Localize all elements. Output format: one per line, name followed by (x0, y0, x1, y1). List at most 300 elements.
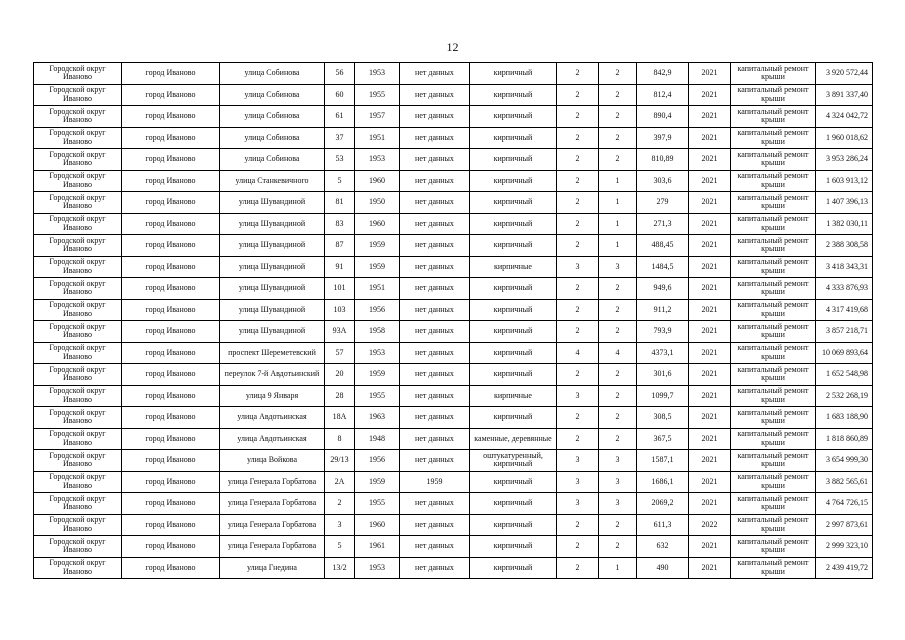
table-row (34, 493, 873, 515)
commission-year-cell: нет данных (400, 213, 470, 235)
cost-cell: 3 882 565,61 (816, 471, 873, 493)
plan-year-cell: 2021 (689, 127, 731, 149)
settlement-cell: город Иваново (122, 149, 220, 171)
build-year-cell: 1953 (355, 342, 400, 364)
wall-material-cell: кирпичный (470, 192, 557, 214)
work-type-cell: капитальный ремонт крыши (731, 213, 816, 235)
house-number-cell: 53 (325, 149, 355, 171)
work-type-cell: капитальный ремонт крыши (731, 342, 816, 364)
work-type-cell: капитальный ремонт крыши (731, 127, 816, 149)
build-year-cell: 1961 (355, 536, 400, 558)
wall-material-cell: кирпичные (470, 256, 557, 278)
municipality-cell: Городской округ Иваново (34, 63, 122, 85)
settlement-cell: город Иваново (122, 63, 220, 85)
entrances-cell: 3 (599, 450, 637, 472)
street-cell: улица Войкова (220, 450, 325, 472)
plan-year-cell: 2021 (689, 149, 731, 171)
area-cell: 812,4 (637, 84, 689, 106)
wall-material-cell: кирпичный (470, 84, 557, 106)
commission-year-cell: нет данных (400, 192, 470, 214)
entrances-cell: 3 (599, 493, 637, 515)
house-number-cell: 91 (325, 256, 355, 278)
floors-cell: 2 (557, 514, 599, 536)
settlement-cell: город Иваново (122, 536, 220, 558)
table-row (34, 557, 873, 579)
table-row (34, 278, 873, 300)
plan-year-cell: 2021 (689, 170, 731, 192)
plan-year-cell: 2021 (689, 106, 731, 128)
floors-cell: 2 (557, 84, 599, 106)
entrances-cell: 2 (599, 536, 637, 558)
house-number-cell: 5 (325, 536, 355, 558)
street-cell: улица Генерала Горбатова (220, 514, 325, 536)
plan-year-cell: 2021 (689, 471, 731, 493)
work-type-cell: капитальный ремонт крыши (731, 192, 816, 214)
commission-year-cell: нет данных (400, 235, 470, 257)
municipality-cell: Городской округ Иваново (34, 471, 122, 493)
commission-year-cell: нет данных (400, 428, 470, 450)
street-cell: улица Шувандиной (220, 192, 325, 214)
commission-year-cell: нет данных (400, 342, 470, 364)
build-year-cell: 1950 (355, 192, 400, 214)
table-row (34, 342, 873, 364)
floors-cell: 2 (557, 557, 599, 579)
house-number-cell: 93А (325, 321, 355, 343)
area-cell: 367,5 (637, 428, 689, 450)
municipality-cell: Городской округ Иваново (34, 536, 122, 558)
build-year-cell: 1960 (355, 213, 400, 235)
municipality-cell: Городской округ Иваново (34, 514, 122, 536)
floors-cell: 2 (557, 407, 599, 429)
commission-year-cell: 1959 (400, 471, 470, 493)
commission-year-cell: нет данных (400, 536, 470, 558)
house-number-cell: 5 (325, 170, 355, 192)
plan-year-cell: 2021 (689, 299, 731, 321)
house-number-cell: 60 (325, 84, 355, 106)
build-year-cell: 1953 (355, 557, 400, 579)
build-year-cell: 1960 (355, 514, 400, 536)
cost-cell: 2 388 308,58 (816, 235, 873, 257)
house-number-cell: 83 (325, 213, 355, 235)
street-cell: улица Собинова (220, 63, 325, 85)
cost-cell: 10 069 893,64 (816, 342, 873, 364)
street-cell: улица Авдотьинская (220, 407, 325, 429)
table-row (34, 256, 873, 278)
house-number-cell: 2А (325, 471, 355, 493)
table-row (34, 471, 873, 493)
floors-cell: 3 (557, 471, 599, 493)
house-number-cell: 57 (325, 342, 355, 364)
plan-year-cell: 2022 (689, 514, 731, 536)
area-cell: 890,4 (637, 106, 689, 128)
build-year-cell: 1959 (355, 471, 400, 493)
street-cell: улица Шувандиной (220, 321, 325, 343)
work-type-cell: капитальный ремонт крыши (731, 536, 816, 558)
area-cell: 793,9 (637, 321, 689, 343)
area-cell: 490 (637, 557, 689, 579)
street-cell: переулок 7-й Авдотьинский (220, 364, 325, 386)
table-row (34, 235, 873, 257)
street-cell: улица Шувандиной (220, 299, 325, 321)
area-cell: 911,2 (637, 299, 689, 321)
entrances-cell: 3 (599, 471, 637, 493)
street-cell: улица Авдотьинская (220, 428, 325, 450)
area-cell: 2069,2 (637, 493, 689, 515)
house-number-cell: 56 (325, 63, 355, 85)
build-year-cell: 1953 (355, 149, 400, 171)
plan-year-cell: 2021 (689, 321, 731, 343)
wall-material-cell: кирпичный (470, 321, 557, 343)
house-number-cell: 28 (325, 385, 355, 407)
build-year-cell: 1955 (355, 493, 400, 515)
entrances-cell: 2 (599, 321, 637, 343)
table-row (34, 192, 873, 214)
street-cell: улица Шувандиной (220, 256, 325, 278)
wall-material-cell: кирпичный (470, 63, 557, 85)
settlement-cell: город Иваново (122, 192, 220, 214)
floors-cell: 2 (557, 428, 599, 450)
cost-cell: 4 764 726,15 (816, 493, 873, 515)
street-cell: улица Шувандиной (220, 213, 325, 235)
work-type-cell: капитальный ремонт крыши (731, 471, 816, 493)
commission-year-cell: нет данных (400, 106, 470, 128)
settlement-cell: город Иваново (122, 450, 220, 472)
area-cell: 397,9 (637, 127, 689, 149)
area-cell: 1587,1 (637, 450, 689, 472)
floors-cell: 2 (557, 170, 599, 192)
floors-cell: 2 (557, 299, 599, 321)
work-type-cell: капитальный ремонт крыши (731, 364, 816, 386)
table-row (34, 170, 873, 192)
floors-cell: 2 (557, 235, 599, 257)
settlement-cell: город Иваново (122, 342, 220, 364)
commission-year-cell: нет данных (400, 149, 470, 171)
municipality-cell: Городской округ Иваново (34, 192, 122, 214)
table-row (34, 213, 873, 235)
street-cell: улица Генерала Горбатова (220, 493, 325, 515)
plan-year-cell: 2021 (689, 278, 731, 300)
wall-material-cell: кирпичный (470, 299, 557, 321)
table-row (34, 514, 873, 536)
floors-cell: 3 (557, 493, 599, 515)
entrances-cell: 2 (599, 514, 637, 536)
house-number-cell: 37 (325, 127, 355, 149)
area-cell: 488,45 (637, 235, 689, 257)
table-row (34, 428, 873, 450)
work-type-cell: капитальный ремонт крыши (731, 557, 816, 579)
settlement-cell: город Иваново (122, 278, 220, 300)
plan-year-cell: 2021 (689, 192, 731, 214)
plan-year-cell: 2021 (689, 407, 731, 429)
cost-cell: 3 418 343,31 (816, 256, 873, 278)
entrances-cell: 1 (599, 213, 637, 235)
work-type-cell: капитальный ремонт крыши (731, 84, 816, 106)
area-cell: 271,3 (637, 213, 689, 235)
street-cell: улица 9 Января (220, 385, 325, 407)
municipality-cell: Городской округ Иваново (34, 364, 122, 386)
house-number-cell: 29/13 (325, 450, 355, 472)
entrances-cell: 2 (599, 84, 637, 106)
street-cell: улица Гнедина (220, 557, 325, 579)
entrances-cell: 2 (599, 407, 637, 429)
work-type-cell: капитальный ремонт крыши (731, 278, 816, 300)
wall-material-cell: каменные, деревянные (470, 428, 557, 450)
page-number: 12 (446, 40, 459, 54)
cost-cell: 4 317 419,68 (816, 299, 873, 321)
plan-year-cell: 2021 (689, 385, 731, 407)
street-cell: улица Собинова (220, 84, 325, 106)
house-number-cell: 87 (325, 235, 355, 257)
settlement-cell: город Иваново (122, 106, 220, 128)
entrances-cell: 3 (599, 256, 637, 278)
street-cell: улица Генерала Горбатова (220, 471, 325, 493)
cost-cell: 4 324 042,72 (816, 106, 873, 128)
wall-material-cell: кирпичный (470, 493, 557, 515)
settlement-cell: город Иваново (122, 213, 220, 235)
cost-cell: 3 920 572,44 (816, 63, 873, 85)
work-type-cell: капитальный ремонт крыши (731, 407, 816, 429)
municipality-cell: Городской округ Иваново (34, 407, 122, 429)
floors-cell: 2 (557, 213, 599, 235)
work-type-cell: капитальный ремонт крыши (731, 321, 816, 343)
cost-cell: 1 382 030,11 (816, 213, 873, 235)
work-type-cell: капитальный ремонт крыши (731, 514, 816, 536)
work-type-cell: капитальный ремонт крыши (731, 256, 816, 278)
street-cell: улица Собинова (220, 127, 325, 149)
table-row (34, 385, 873, 407)
house-number-cell: 8 (325, 428, 355, 450)
build-year-cell: 1951 (355, 278, 400, 300)
commission-year-cell: нет данных (400, 170, 470, 192)
commission-year-cell: нет данных (400, 63, 470, 85)
plan-year-cell: 2021 (689, 235, 731, 257)
build-year-cell: 1957 (355, 106, 400, 128)
table-row (34, 450, 873, 472)
area-cell: 632 (637, 536, 689, 558)
table-row (34, 63, 873, 85)
cost-cell: 1 960 018,62 (816, 127, 873, 149)
work-type-cell: капитальный ремонт крыши (731, 149, 816, 171)
settlement-cell: город Иваново (122, 299, 220, 321)
municipality-cell: Городской округ Иваново (34, 278, 122, 300)
commission-year-cell: нет данных (400, 256, 470, 278)
settlement-cell: город Иваново (122, 471, 220, 493)
commission-year-cell: нет данных (400, 514, 470, 536)
commission-year-cell: нет данных (400, 450, 470, 472)
street-cell: улица Шувандиной (220, 235, 325, 257)
work-type-cell: капитальный ремонт крыши (731, 299, 816, 321)
settlement-cell: город Иваново (122, 321, 220, 343)
housing-registry-table (33, 62, 873, 579)
area-cell: 301,6 (637, 364, 689, 386)
floors-cell: 2 (557, 106, 599, 128)
cost-cell: 3 953 286,24 (816, 149, 873, 171)
cost-cell: 3 654 999,30 (816, 450, 873, 472)
area-cell: 1099,7 (637, 385, 689, 407)
cost-cell: 1 818 860,89 (816, 428, 873, 450)
build-year-cell: 1948 (355, 428, 400, 450)
wall-material-cell: кирпичный (470, 407, 557, 429)
cost-cell: 2 439 419,72 (816, 557, 873, 579)
settlement-cell: город Иваново (122, 127, 220, 149)
cost-cell: 2 532 268,19 (816, 385, 873, 407)
commission-year-cell: нет данных (400, 84, 470, 106)
cost-cell: 2 999 323,10 (816, 536, 873, 558)
wall-material-cell: кирпичный (470, 364, 557, 386)
area-cell: 4373,1 (637, 342, 689, 364)
entrances-cell: 2 (599, 385, 637, 407)
work-type-cell: капитальный ремонт крыши (731, 235, 816, 257)
municipality-cell: Городской округ Иваново (34, 235, 122, 257)
area-cell: 810,89 (637, 149, 689, 171)
entrances-cell: 2 (599, 278, 637, 300)
area-cell: 1484,5 (637, 256, 689, 278)
cost-cell: 1 603 913,12 (816, 170, 873, 192)
area-cell: 279 (637, 192, 689, 214)
commission-year-cell: нет данных (400, 407, 470, 429)
wall-material-cell: кирпичный (470, 557, 557, 579)
municipality-cell: Городской округ Иваново (34, 450, 122, 472)
municipality-cell: Городской округ Иваново (34, 170, 122, 192)
plan-year-cell: 2021 (689, 256, 731, 278)
cost-cell: 3 857 218,71 (816, 321, 873, 343)
entrances-cell: 2 (599, 127, 637, 149)
work-type-cell: капитальный ремонт крыши (731, 63, 816, 85)
commission-year-cell: нет данных (400, 321, 470, 343)
build-year-cell: 1959 (355, 364, 400, 386)
area-cell: 842,9 (637, 63, 689, 85)
municipality-cell: Городской округ Иваново (34, 299, 122, 321)
wall-material-cell: кирпичный (470, 536, 557, 558)
house-number-cell: 61 (325, 106, 355, 128)
cost-cell: 1 683 188,90 (816, 407, 873, 429)
entrances-cell: 4 (599, 342, 637, 364)
entrances-cell: 2 (599, 106, 637, 128)
municipality-cell: Городской округ Иваново (34, 321, 122, 343)
municipality-cell: Городской округ Иваново (34, 127, 122, 149)
wall-material-cell: кирпичный (470, 235, 557, 257)
settlement-cell: город Иваново (122, 493, 220, 515)
area-cell: 308,5 (637, 407, 689, 429)
municipality-cell: Городской округ Иваново (34, 256, 122, 278)
build-year-cell: 1953 (355, 63, 400, 85)
build-year-cell: 1956 (355, 299, 400, 321)
street-cell: улица Шувандиной (220, 278, 325, 300)
settlement-cell: город Иваново (122, 557, 220, 579)
commission-year-cell: нет данных (400, 127, 470, 149)
build-year-cell: 1963 (355, 407, 400, 429)
floors-cell: 2 (557, 149, 599, 171)
municipality-cell: Городской округ Иваново (34, 428, 122, 450)
commission-year-cell: нет данных (400, 385, 470, 407)
wall-material-cell: кирпичный (470, 471, 557, 493)
municipality-cell: Городской округ Иваново (34, 84, 122, 106)
area-cell: 949,6 (637, 278, 689, 300)
entrances-cell: 2 (599, 63, 637, 85)
cost-cell: 4 333 876,93 (816, 278, 873, 300)
wall-material-cell: кирпичный (470, 170, 557, 192)
house-number-cell: 2 (325, 493, 355, 515)
entrances-cell: 1 (599, 170, 637, 192)
build-year-cell: 1955 (355, 385, 400, 407)
municipality-cell: Городской округ Иваново (34, 149, 122, 171)
wall-material-cell: кирпичный (470, 278, 557, 300)
wall-material-cell: оштукатуренный, кирпичный (470, 450, 557, 472)
house-number-cell: 81 (325, 192, 355, 214)
area-cell: 1686,1 (637, 471, 689, 493)
commission-year-cell: нет данных (400, 493, 470, 515)
cost-cell: 2 997 873,61 (816, 514, 873, 536)
municipality-cell: Городской округ Иваново (34, 106, 122, 128)
commission-year-cell: нет данных (400, 278, 470, 300)
settlement-cell: город Иваново (122, 235, 220, 257)
work-type-cell: капитальный ремонт крыши (731, 170, 816, 192)
floors-cell: 3 (557, 385, 599, 407)
house-number-cell: 101 (325, 278, 355, 300)
house-number-cell: 3 (325, 514, 355, 536)
wall-material-cell: кирпичный (470, 342, 557, 364)
street-cell: улица Станкевичного (220, 170, 325, 192)
floors-cell: 3 (557, 256, 599, 278)
area-cell: 611,3 (637, 514, 689, 536)
entrances-cell: 1 (599, 235, 637, 257)
plan-year-cell: 2021 (689, 63, 731, 85)
table-row (34, 364, 873, 386)
floors-cell: 2 (557, 63, 599, 85)
plan-year-cell: 2021 (689, 342, 731, 364)
settlement-cell: город Иваново (122, 170, 220, 192)
work-type-cell: капитальный ремонт крыши (731, 106, 816, 128)
street-cell: улица Собинова (220, 106, 325, 128)
municipality-cell: Городской округ Иваново (34, 493, 122, 515)
work-type-cell: капитальный ремонт крыши (731, 385, 816, 407)
build-year-cell: 1960 (355, 170, 400, 192)
street-cell: улица Собинова (220, 149, 325, 171)
work-type-cell: капитальный ремонт крыши (731, 450, 816, 472)
floors-cell: 4 (557, 342, 599, 364)
floors-cell: 3 (557, 450, 599, 472)
build-year-cell: 1959 (355, 256, 400, 278)
table-row (34, 536, 873, 558)
plan-year-cell: 2021 (689, 557, 731, 579)
floors-cell: 2 (557, 192, 599, 214)
settlement-cell: город Иваново (122, 364, 220, 386)
work-type-cell: капитальный ремонт крыши (731, 428, 816, 450)
house-number-cell: 18А (325, 407, 355, 429)
settlement-cell: город Иваново (122, 407, 220, 429)
street-cell: улица Генерала Горбатова (220, 536, 325, 558)
table-row (34, 127, 873, 149)
plan-year-cell: 2021 (689, 213, 731, 235)
build-year-cell: 1959 (355, 235, 400, 257)
cost-cell: 1 407 396,13 (816, 192, 873, 214)
table-row (34, 106, 873, 128)
municipality-cell: Городской округ Иваново (34, 557, 122, 579)
wall-material-cell: кирпичный (470, 213, 557, 235)
plan-year-cell: 2021 (689, 450, 731, 472)
municipality-cell: Городской округ Иваново (34, 385, 122, 407)
work-type-cell: капитальный ремонт крыши (731, 493, 816, 515)
floors-cell: 2 (557, 364, 599, 386)
wall-material-cell: кирпичный (470, 149, 557, 171)
plan-year-cell: 2021 (689, 364, 731, 386)
plan-year-cell: 2021 (689, 493, 731, 515)
house-number-cell: 13/2 (325, 557, 355, 579)
build-year-cell: 1958 (355, 321, 400, 343)
table-row (34, 299, 873, 321)
cost-cell: 1 652 548,98 (816, 364, 873, 386)
commission-year-cell: нет данных (400, 364, 470, 386)
